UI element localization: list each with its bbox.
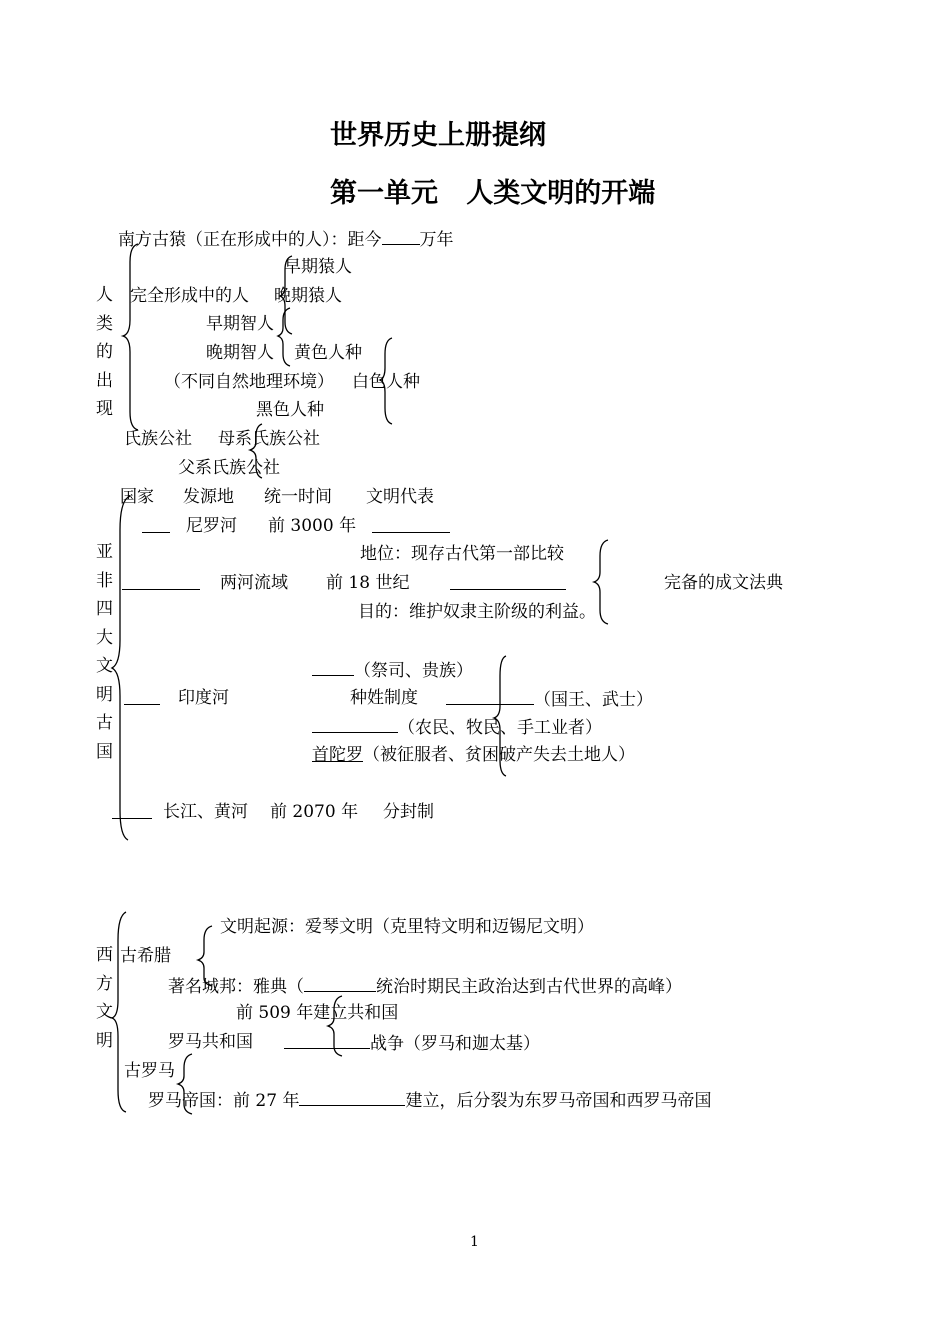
china-place: 长江、黄河 (163, 802, 248, 822)
yellow-race: 黄色人种 (294, 343, 362, 363)
south-ape-tail: 万年 (419, 230, 454, 250)
page-title: 世界历史上册提纲 (330, 120, 546, 151)
meso-time: 前 18 世纪 (326, 573, 410, 593)
city-state: 著名城邦：雅典（ (168, 977, 304, 997)
brace-left (380, 338, 392, 424)
brace-left (594, 540, 608, 624)
egypt-time: 前 3000 年 (268, 516, 357, 536)
ancient-greece: 古希腊 (120, 946, 171, 966)
complete-human: 完全形成中的人 (130, 286, 249, 306)
environment-note: （不同自然地理环境） (164, 372, 334, 392)
brace-left (280, 256, 292, 334)
egypt-place: 尼罗河 (186, 516, 237, 536)
war-text: 战争（罗马和迦太基） (370, 1034, 540, 1054)
late-sapiens: 晚期智人 (206, 343, 274, 363)
china-time: 前 2070 年 (270, 802, 359, 822)
brace-left (112, 912, 126, 1112)
empire-tail: 建立，后分裂为东罗马帝国和西罗马帝国 (405, 1091, 712, 1111)
brace-left (178, 1054, 192, 1114)
caste-3: （农民、牧民、手工业者） (398, 718, 602, 738)
ancient-rome: 古罗马 (124, 1061, 175, 1081)
brace-left (198, 926, 212, 986)
sudra: 首陀罗 (312, 745, 363, 765)
india-place: 印度河 (178, 688, 229, 708)
brace-left (123, 244, 138, 430)
brace-left (328, 996, 342, 1056)
city-state-tail: 统治时期民主政治达到古代世界的高峰） (376, 977, 682, 997)
clan-commune: 氏族公社 (124, 429, 192, 449)
aegean-origin: 文明起源：爱琴文明（克里特文明和迈锡尼文明） (220, 917, 594, 937)
table-header-representative: 文明代表 (366, 487, 434, 507)
patrilineal-clan: 父系氏族公社 (178, 458, 280, 478)
caste-system: 种姓制度 (350, 688, 418, 708)
china-rep: 分封制 (383, 802, 434, 822)
table-header-country: 国家 (120, 487, 154, 507)
brace-left (278, 308, 290, 366)
table-header-origin: 发源地 (183, 487, 234, 507)
brace-left (250, 424, 262, 478)
republic-founded: 前 509 年建立共和国 (236, 1003, 399, 1023)
brace-left (494, 656, 506, 776)
meso-place: 两河流域 (220, 573, 288, 593)
caste-4: （被征服者、贫困破产失去土地人） (363, 745, 635, 765)
white-race: 白色人种 (352, 372, 420, 392)
south-ape-text: 南方古猿（正在形成中的人）：距今 (118, 230, 382, 250)
early-sapiens: 早期智人 (206, 314, 274, 334)
brace-left (112, 496, 130, 840)
matrilineal-clan: 母系氏族公社 (218, 429, 320, 449)
roman-republic: 罗马共和国 (168, 1032, 253, 1052)
late-ape: 晚期猿人 (274, 286, 342, 306)
caste-1: （祭司、贵族） (354, 661, 473, 681)
early-ape: 早期猿人 (284, 257, 352, 277)
side-label-human: 人类的出现 (96, 285, 113, 419)
law-status: 地位：现存古代第一部比较 (360, 544, 564, 564)
law-complete: 完备的成文法典 (664, 573, 783, 593)
table-header-unify: 统一时间 (264, 487, 332, 507)
page-number: 1 (470, 1234, 479, 1250)
law-purpose: 目的：维护奴隶主阶级的利益。 (358, 602, 596, 622)
unit-title: 第一单元 人类文明的开端 (330, 178, 656, 209)
side-label-west: 西方文明 (96, 945, 113, 1051)
black-race: 黑色人种 (256, 400, 324, 420)
side-label-asia-africa: 亚非四大文明古国 (96, 542, 113, 762)
empire-text: 罗马帝国：前 27 年 (148, 1091, 300, 1111)
caste-2: （国王、武士） (534, 690, 653, 710)
